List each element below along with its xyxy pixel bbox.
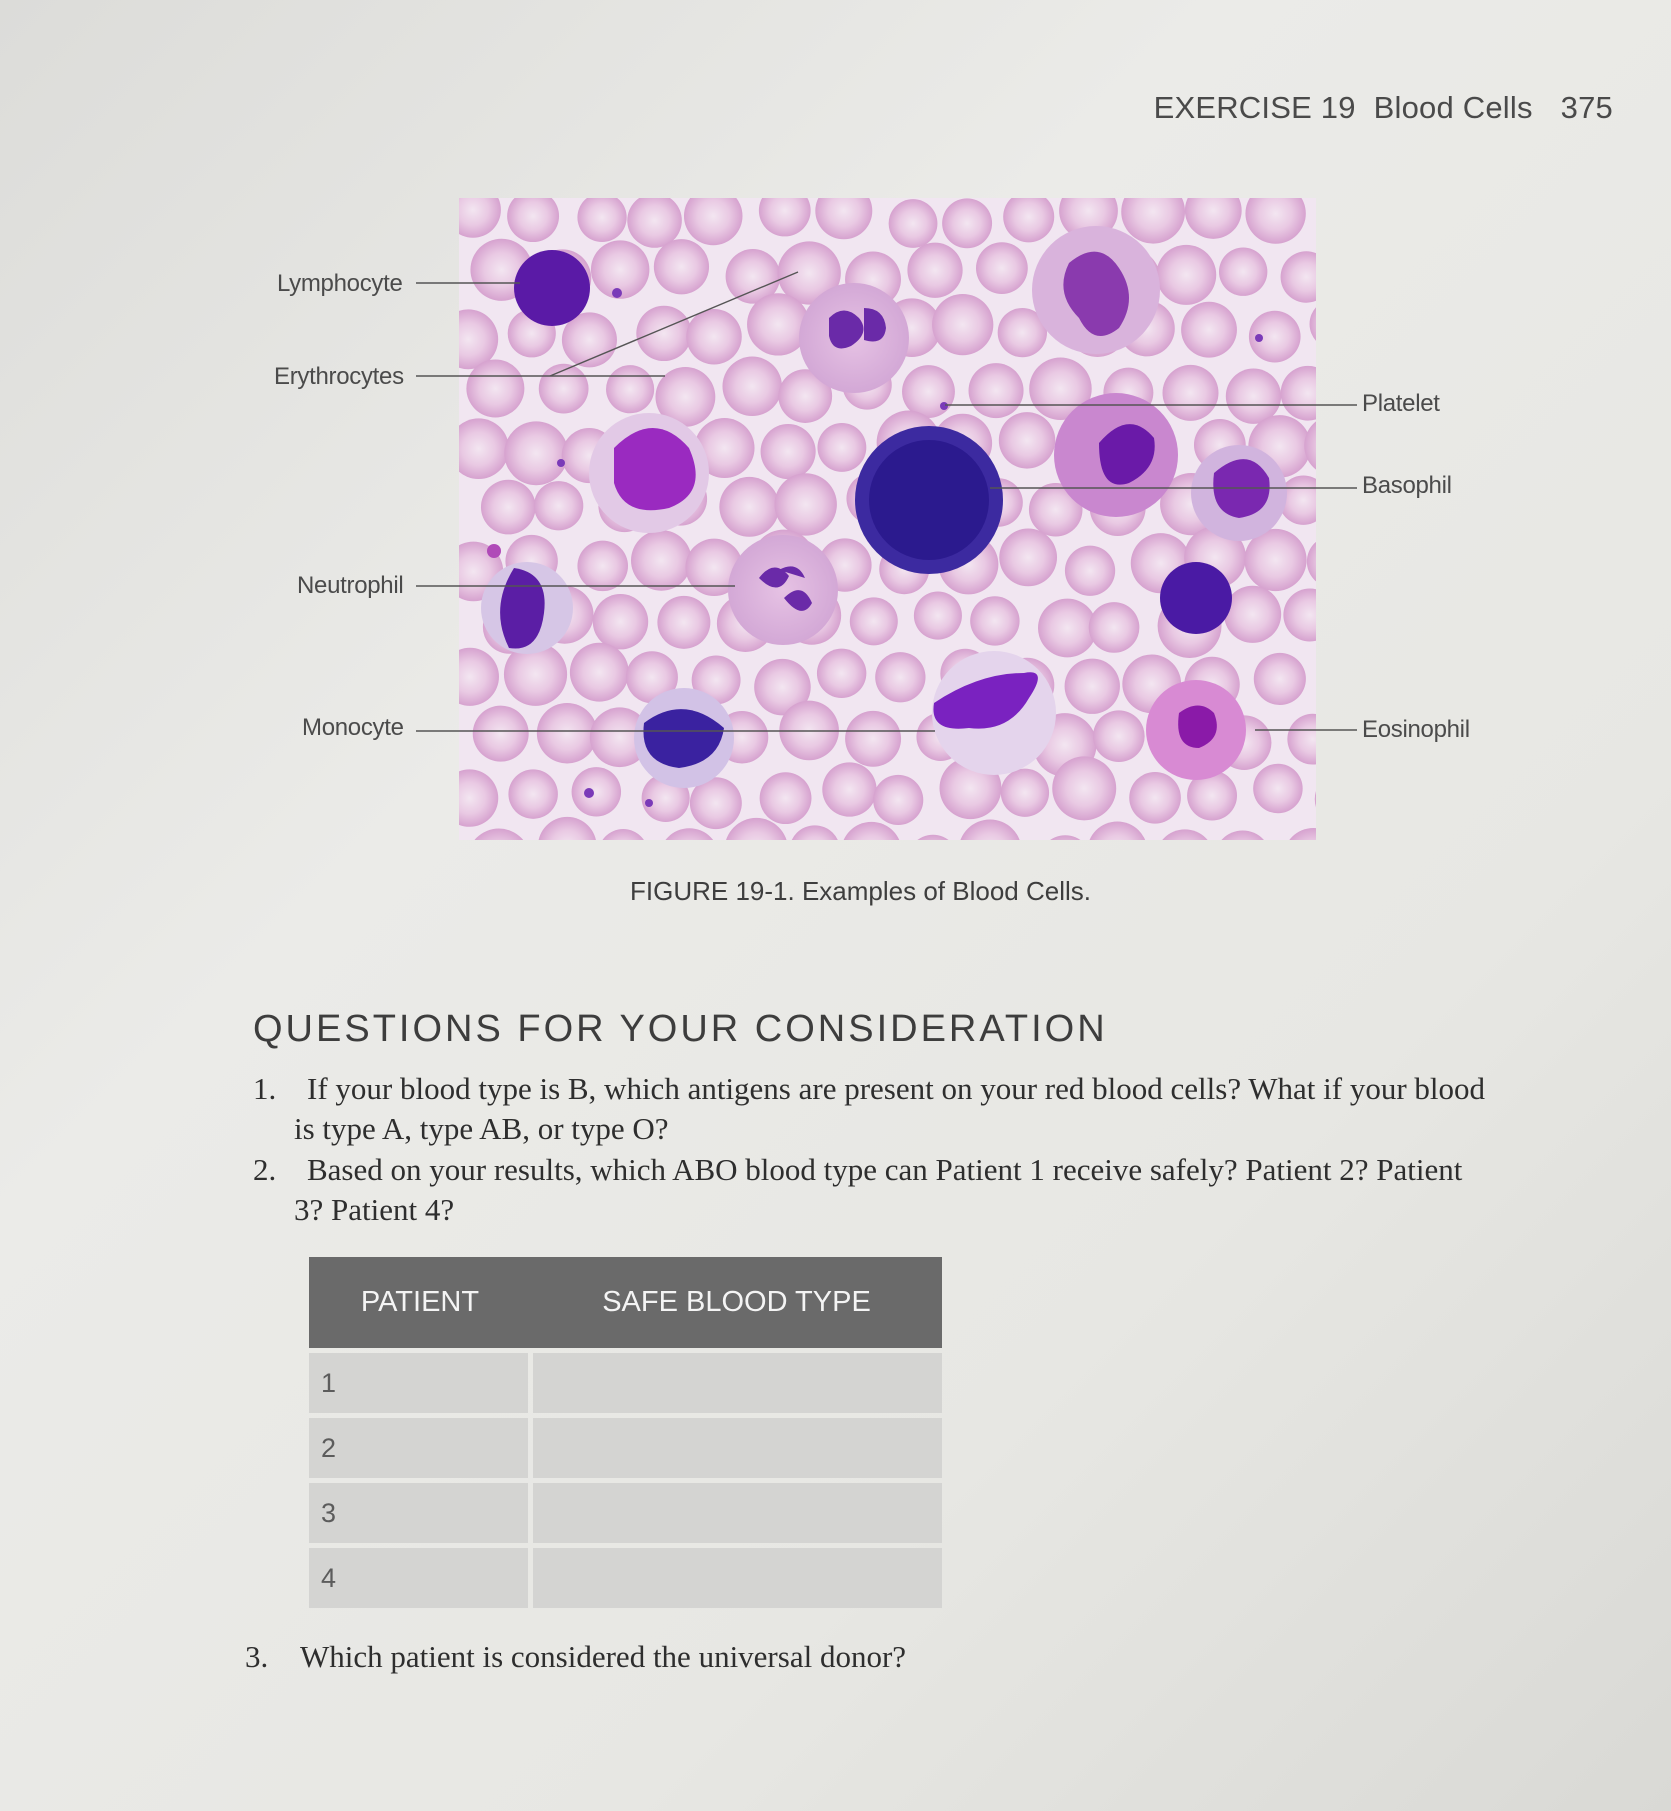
table-row bbox=[309, 1418, 942, 1478]
erythrocyte bbox=[873, 775, 923, 825]
safe-blood-type-cell[interactable] bbox=[533, 1483, 942, 1543]
question-1 bbox=[253, 1069, 1553, 1149]
figure-number: FIGURE 19-1. bbox=[630, 876, 795, 906]
erythrocyte bbox=[572, 767, 621, 816]
micrograph-drawing bbox=[459, 198, 1316, 840]
safe-blood-type-cell[interactable] bbox=[533, 1418, 942, 1478]
erythrocyte bbox=[889, 199, 938, 248]
column-header-patient: PATIENT bbox=[360, 1286, 480, 1318]
exercise-title: Blood Cells bbox=[1373, 90, 1533, 125]
question-number: 3. bbox=[245, 1639, 269, 1674]
erythrocyte bbox=[570, 643, 629, 702]
erythrocyte bbox=[914, 592, 962, 640]
erythrocyte bbox=[970, 596, 1019, 645]
erythrocyte bbox=[1181, 302, 1237, 358]
erythrocyte bbox=[654, 239, 709, 294]
erythrocyte bbox=[534, 481, 583, 530]
erythrocyte bbox=[976, 242, 1028, 294]
erythrocyte bbox=[817, 423, 866, 472]
erythrocyte bbox=[1226, 369, 1281, 424]
erythrocyte bbox=[845, 711, 901, 767]
question-3 bbox=[245, 1637, 1445, 1682]
erythrocyte bbox=[719, 477, 779, 537]
label-basophil: Basophil bbox=[1362, 472, 1452, 499]
label-eosinophil: Eosinophil bbox=[1362, 716, 1470, 743]
erythrocyte bbox=[774, 473, 836, 535]
erythrocyte bbox=[1001, 769, 1049, 817]
patient-cell: 1 bbox=[309, 1353, 528, 1413]
erythrocyte bbox=[722, 357, 781, 416]
table-row bbox=[309, 1548, 942, 1608]
erythrocyte bbox=[817, 649, 866, 698]
erythrocyte bbox=[508, 769, 557, 818]
erythrocyte bbox=[1129, 772, 1181, 824]
table-row bbox=[309, 1353, 942, 1413]
patient-cell: 3 bbox=[309, 1483, 528, 1543]
erythrocyte bbox=[1052, 756, 1116, 820]
erythrocyte bbox=[850, 597, 898, 645]
erythrocyte bbox=[1163, 365, 1219, 421]
question-text-line2: 3? Patient 4? bbox=[294, 1192, 455, 1227]
table-row bbox=[309, 1483, 942, 1543]
erythrocyte bbox=[761, 424, 816, 479]
questions-heading: QUESTIONS FOR YOUR CONSIDERATION bbox=[253, 1008, 1108, 1050]
exercise-number: EXERCISE 19 bbox=[1153, 90, 1356, 125]
erythrocyte bbox=[466, 359, 524, 417]
erythrocyte bbox=[1038, 599, 1097, 658]
label-monocyte: Monocyte bbox=[302, 714, 404, 741]
erythrocyte bbox=[636, 306, 691, 361]
erythrocyte bbox=[473, 706, 529, 762]
question-number: 2. bbox=[253, 1152, 277, 1187]
figure-caption bbox=[630, 876, 1091, 907]
erythrocyte bbox=[686, 309, 742, 365]
erythrocyte bbox=[822, 762, 876, 816]
question-text-line1: Based on your results, which ABO blood type can Patient 1 receive safely? Patient 2? Patient bbox=[307, 1152, 1463, 1187]
erythrocyte bbox=[999, 529, 1057, 587]
label-lymphocyte: Lymphocyte bbox=[277, 270, 403, 297]
erythrocyte bbox=[942, 198, 992, 248]
erythrocyte bbox=[539, 364, 589, 414]
erythrocyte bbox=[1065, 659, 1120, 714]
question-number: 1. bbox=[253, 1071, 277, 1106]
erythrocyte bbox=[969, 363, 1024, 418]
erythrocyte bbox=[875, 652, 925, 702]
erythrocyte bbox=[1254, 653, 1306, 705]
erythrocyte bbox=[760, 772, 812, 824]
blood-smear-micrograph bbox=[459, 198, 1316, 840]
erythrocyte bbox=[504, 421, 568, 485]
safe-blood-type-table bbox=[309, 1257, 942, 1608]
erythrocyte bbox=[593, 594, 648, 649]
safe-blood-type-cell[interactable] bbox=[533, 1353, 942, 1413]
label-platelet: Platelet bbox=[1362, 390, 1440, 417]
erythrocyte bbox=[907, 243, 962, 298]
erythrocyte bbox=[537, 703, 597, 763]
erythrocyte bbox=[1156, 245, 1216, 305]
erythrocyte bbox=[606, 365, 654, 413]
label-neutrophil: Neutrophil bbox=[297, 572, 404, 599]
question-text-line1: Which patient is considered the universal donor? bbox=[300, 1639, 907, 1674]
erythrocyte bbox=[577, 541, 628, 592]
table-header bbox=[309, 1257, 942, 1348]
column-header-safe-blood-type: SAFE BLOOD TYPE bbox=[602, 1286, 871, 1318]
question-text-line1: If your blood type is B, which antigens are present on your red blood cells? What if your blood bbox=[307, 1071, 1486, 1106]
erythrocyte bbox=[999, 412, 1055, 468]
patient-cell: 4 bbox=[309, 1548, 528, 1608]
label-erythrocytes: Erythrocytes bbox=[274, 363, 404, 390]
erythrocyte bbox=[1219, 248, 1267, 296]
erythrocyte bbox=[1089, 602, 1140, 653]
question-text-line2: is type A, type AB, or type O? bbox=[294, 1111, 669, 1146]
erythrocyte bbox=[1093, 710, 1145, 762]
erythrocyte bbox=[932, 294, 993, 355]
page-number: 375 bbox=[1560, 90, 1613, 125]
question-2 bbox=[253, 1150, 1553, 1230]
erythrocyte bbox=[1224, 586, 1281, 643]
erythrocyte bbox=[779, 701, 839, 761]
erythrocyte bbox=[481, 480, 536, 535]
erythrocyte bbox=[631, 530, 692, 591]
safe-blood-type-cell[interactable] bbox=[533, 1548, 942, 1608]
patient-cell: 2 bbox=[309, 1418, 528, 1478]
erythrocyte bbox=[902, 365, 955, 418]
erythrocyte bbox=[1253, 764, 1302, 813]
figure-caption-text: Examples of Blood Cells. bbox=[801, 876, 1091, 906]
erythrocyte bbox=[657, 596, 710, 649]
erythrocyte bbox=[1065, 546, 1115, 596]
